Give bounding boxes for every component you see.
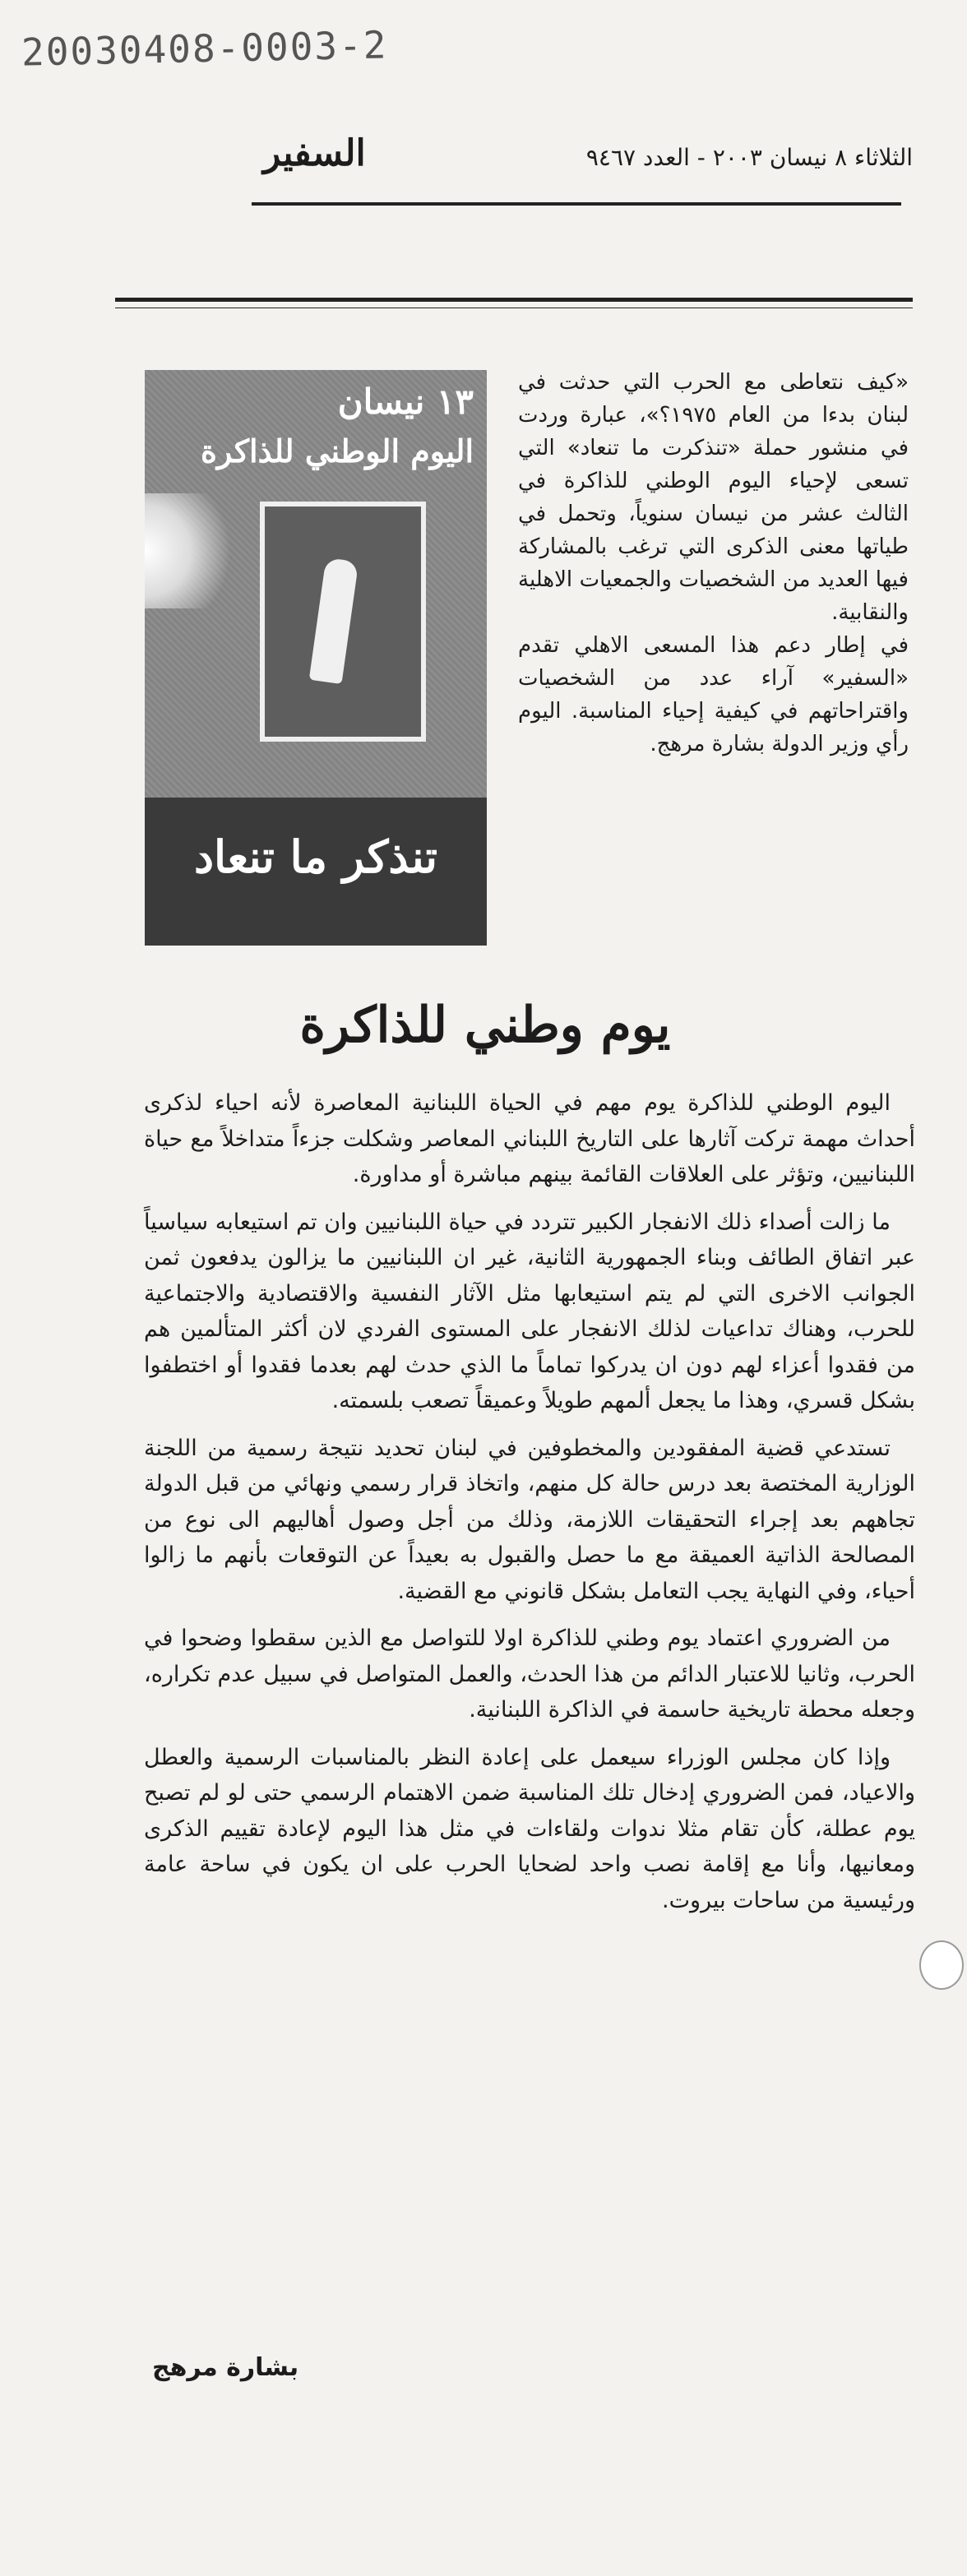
poster-title-text: اليوم الوطني للذاكرة [201, 432, 474, 469]
intro-paragraph-1: «كيف نتعاطى مع الحرب التي حدثت في لبنان بدءا من العام ١٩٧٥؟»، عبارة وردت في منشور حملة «تنذكرت ما تنعاد» التي تسعى لإحياء اليوم الوطني للذاكرة في الثالث عشر من نيسان سنوياً، وتحمل في طياتها معنى الذكرى التي ترغب بالمشاركة فيها العديد من الشخصيات والجمعيات الاهلية والنقابية. [518, 370, 909, 625]
intro-text [518, 366, 909, 761]
publication-name: السفير [263, 132, 366, 174]
poster-light-flare [145, 493, 243, 608]
masthead-rule [252, 202, 901, 206]
article-paragraph-2: ما زالت أصداء ذلك الانفجار الكبير تتردد في حياة اللبنانيين وان تم استيعابه سياسياً عبر اتفاق الطائف وبناء الجمهورية الثانية، غير ان اللبنانيين ما يزالون يدفعون ثمن الجوانب الاخرى التي لم يتم استيعابها مثل الآثار النفسية والاقتصادية والاجتماعية للحرب، وهناك تداعيات لذلك الانفجار على المستوى الفردي لان أكثر المتألمين هم من فقدوا أعزاء لهم دون ان يدركوا تماماً ما الذي حدث لهم بعدما فقدوا أو اختطفوا بشكل قسري، وهذا ما يجعل ألمهم طويلاً وعميقاً تصعب بلسمته. [144, 1209, 915, 1413]
section-rule [115, 298, 913, 302]
dateline: الثلاثاء ٨ نيسان ٢٠٠٣ - العدد ٩٤٦٧ [585, 144, 913, 171]
article-body [144, 1085, 915, 1930]
poster-date-text: ١٣ نيسان [337, 382, 474, 422]
article-paragraph-5: وإذا كان مجلس الوزراء سيعمل على إعادة النظر بالمناسبات الرسمية والعطل والاعياد، فمن الضروري إدخال تلك المناسبة ضمن الاهتمام الرسمي حتى لو لم تصبح يوم عطلة، كأن تقام مثلا ندوات ولقاءات في مثل هذا اليوم لإعادة تقييم الذكرى ومعانيها، وأنا مع إقامة نصب واحد لضحايا الحرب على ان يكون في ساحة عامة ورئيسية من ساحات بيروت. [144, 1744, 915, 1913]
article-headline: يوم وطني للذاكرة [299, 997, 671, 1054]
article-paragraph-1: اليوم الوطني للذاكرة يوم مهم في الحياة اللبنانية المعاصرة لأنه احياء لذكرى أحداث مهمة تركت آثارها على التاريخ اللبناني المعاصر وشكلت جزءاً متداخلاً مع حياة اللبنانيين، وتؤثر على العلاقات القائمة بينهم مباشرة أو مداورة. [144, 1090, 915, 1187]
author-signature: بشارة مرهج [152, 2353, 299, 2382]
poster-slogan: تنذكر ما تنعاد [193, 830, 438, 883]
campaign-poster-image [145, 370, 487, 946]
masthead [263, 127, 913, 193]
article-paragraph-3: تستدعي قضية المفقودين والمخطوفين في لبنان تحديد نتيجة رسمية من اللجنة الوزارية المختصة بعد درس حالة كل منهم، واتخاذ قرار رسمي ونهائي من قبل الدولة تجاههم بعد إجراء التحقيقات اللازمة، وذلك من أجل وصول أهاليهم الى نوع من المصالحة الذاتية العميقة مع ما حصل والقبول به بعيداً عن التوقعات بأنهم ما زالوا أحياء، وفي النهاية يجب التعامل بشكل قانوني مع القضية. [144, 1435, 915, 1604]
intro-paragraph-2: في إطار دعم هذا المسعى الاهلي تقدم «السفير» آراء عدد من الشخصيات واقتراحاتهم في كيفية إحياء المناسبة. اليوم رأي وزير الدولة بشارة مرهج. [518, 633, 909, 756]
punch-hole [919, 1940, 964, 1990]
article-paragraph-4: من الضروري اعتماد يوم وطني للذاكرة اولا للتواصل مع الذين سقطوا وضحوا في الحرب، وثانيا للاعتبار الدائم من هذا الحدث، والعمل المتواصل في سبيل عدم تكراره، وجعله محطة تاريخية حاسمة في الذاكرة اللبنانية. [144, 1626, 915, 1723]
archive-code: 20030408-0003-2 [21, 22, 388, 75]
